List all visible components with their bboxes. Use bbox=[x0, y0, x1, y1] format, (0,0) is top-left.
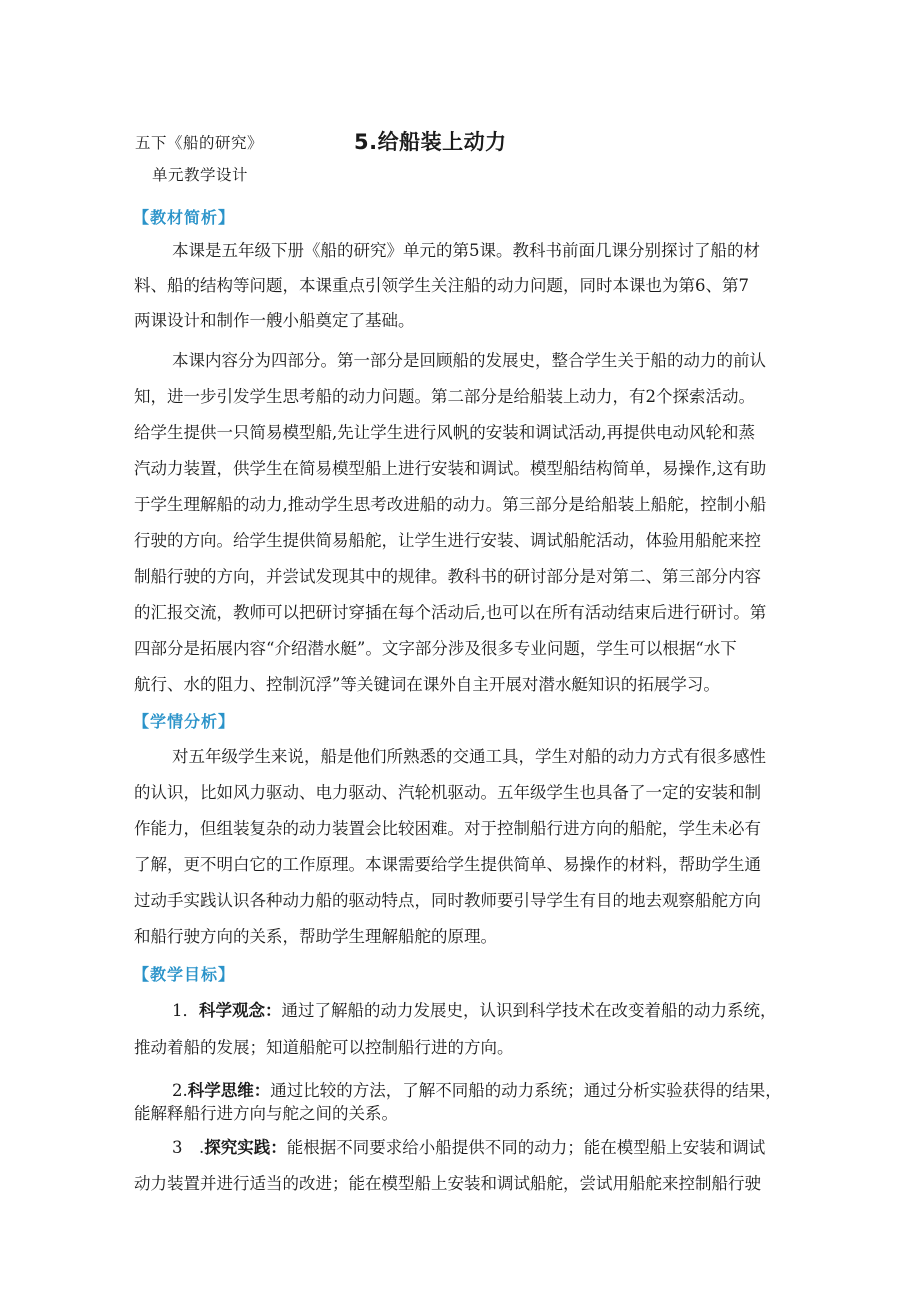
paragraph-line: 了解，更不明白它的工作原理。本课需要给学生提供简单、易操作的材料，帮助学生通 bbox=[134, 855, 761, 874]
goal-item-1 bbox=[172, 997, 777, 1021]
paragraph-line: 和船行驶方向的关系，帮助学生理解船舵的原理。 bbox=[134, 927, 497, 946]
goal-text: 通过比较的方法，了解不同船的动力系统；通过分析实验获得的结果， bbox=[270, 1081, 782, 1100]
goal-item-3 bbox=[172, 1134, 765, 1158]
paragraph-line: 作能力，但组装复杂的动力装置会比较困难。对于控制船行进方向的船舵，学生未必有 bbox=[134, 819, 761, 838]
paragraph-line: 两课设计和制作一艘小船奠定了基础。 bbox=[134, 311, 415, 330]
paragraph-line: 汽动力装置，供学生在简易模型船上进行安装和调试。模型船结构简单，易操作,这有助 bbox=[134, 459, 767, 478]
paragraph-line: 的认识，比如风力驱动、电力驱动、汽轮机驱动。五年级学生也具备了一定的安装和制 bbox=[134, 783, 761, 802]
paragraph-line: 航行、水的阻力、控制沉浮”等关键词在课外自主开展对潜水艇知识的拓展学习。 bbox=[134, 675, 720, 694]
paragraph-line: 的汇报交流，教师可以把研讨穿插在每个活动后,也可以在所有活动结束后进行研讨。第 bbox=[134, 603, 767, 622]
goal-item-3-cont: 动力装置并进行适当的改进；能在模型船上安装和调试船舵，尝试用船舵来控制船行驶 bbox=[134, 1174, 761, 1193]
section-heading-students: 【学情分析】 bbox=[133, 712, 236, 731]
paragraph-line: 于学生理解船的动力,推动学生思考改进船的动力。第三部分是给船装上船舵，控制小船 bbox=[134, 495, 767, 514]
paragraph-line: 过动手实践认识各种动力船的驱动特点，同时教师要引导学生有目的地去观察船舵方向 bbox=[134, 891, 761, 910]
paragraph-line: 本课是五年级下册《船的研究》单元的第5课。教科书前面几课分别探讨了船的材 bbox=[172, 241, 760, 260]
paragraph-line: 制船行驶的方向，并尝试发现其中的规律。教科书的研讨部分是对第二、第三部分内容 bbox=[134, 567, 761, 586]
goal-label: 探究实践： bbox=[204, 1138, 287, 1157]
section-heading-goals: 【教学目标】 bbox=[133, 965, 236, 984]
goal-text: 通过了解船的动力发展史，认识到科学技术在改变着船的动力系统， bbox=[281, 1001, 777, 1020]
paragraph-line: 料、船的结构等问题，本课重点引领学生关注船的动力问题，同时本课也为第6、第7 bbox=[134, 276, 749, 295]
goal-label: 科学思维： bbox=[187, 1081, 271, 1100]
paragraph-line: 给学生提供一只简易模型船,先让学生进行风帆的安装和调试活动,再提供电动风轮和蒸 bbox=[134, 423, 755, 442]
paragraph-line: 对五年级学生来说，船是他们所熟悉的交通工具，学生对船的动力方式有很多感性 bbox=[172, 747, 766, 766]
goal-text: 能根据不同要求给小船提供不同的动力；能在模型船上安装和调试 bbox=[286, 1138, 766, 1157]
goal-label: 科学观念： bbox=[199, 1001, 282, 1020]
lesson-title: 5.给船装上动力 bbox=[354, 130, 507, 154]
paragraph-line: 本课内容分为四部分。第一部分是回顾船的发展史，整合学生关于船的动力的前认 bbox=[172, 351, 766, 370]
goal-item-1-cont: 推动着船的发展；知道船舵可以控制船行进的方向。 bbox=[134, 1038, 514, 1057]
unit-subtitle: 单元教学设计 bbox=[152, 166, 249, 184]
goal-item-2-cont: 能解释船行进方向与舵之间的关系。 bbox=[134, 1104, 398, 1123]
paragraph-line: 行驶的方向。给学生提供简易船舵，让学生进行安装、调试船舵活动，体验用船舵来控 bbox=[134, 531, 761, 550]
goal-number: 3 . bbox=[172, 1138, 205, 1157]
goal-item-2 bbox=[172, 1077, 782, 1101]
paragraph-line: 知，进一步引发学生思考船的动力问题。第二部分是给船装上动力，有2个探索活动。 bbox=[134, 387, 755, 406]
goal-number: 2. bbox=[172, 1081, 188, 1100]
paragraph-line: 四部分是拓展内容“介绍潜水艇”。文字部分涉及很多专业问题，学生可以根据“水下 bbox=[134, 639, 737, 658]
goal-number: 1． bbox=[172, 1001, 199, 1020]
unit-name: 五下《船的研究》 bbox=[135, 134, 264, 152]
section-heading-textbook: 【教材简析】 bbox=[133, 208, 236, 227]
